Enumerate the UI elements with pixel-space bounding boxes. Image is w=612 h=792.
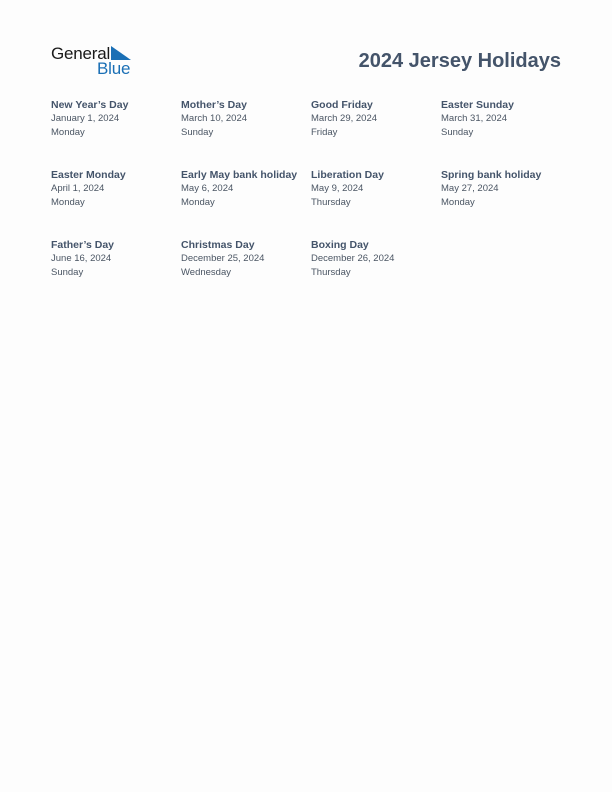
holiday-item (311, 168, 439, 210)
holiday-name: Spring bank holiday (441, 169, 542, 181)
holiday-item (441, 98, 569, 140)
holiday-name: Liberation Day (311, 169, 384, 181)
holiday-item (311, 98, 439, 140)
holiday-item (181, 238, 309, 280)
logo-general-text: General (51, 44, 111, 63)
holiday-weekday: Monday (51, 197, 85, 208)
holiday-item (181, 168, 309, 210)
holiday-name: Easter Monday (51, 169, 126, 181)
holiday-weekday: Thursday (311, 267, 351, 278)
holiday-date: December 25, 2024 (181, 253, 265, 264)
holiday-name: New Year’s Day (51, 99, 129, 111)
holiday-date: May 27, 2024 (441, 183, 499, 194)
holiday-weekday: Sunday (181, 127, 214, 138)
logo (51, 44, 141, 78)
holiday-weekday: Friday (311, 127, 338, 138)
holiday-weekday: Sunday (441, 127, 474, 138)
holiday-name: Mother’s Day (181, 99, 247, 111)
holiday-name: Father’s Day (51, 239, 115, 251)
holiday-item (51, 168, 179, 210)
holiday-weekday: Monday (51, 127, 85, 138)
holiday-date: May 6, 2024 (181, 183, 234, 194)
holiday-date: March 31, 2024 (441, 113, 508, 124)
holiday-date: March 29, 2024 (311, 113, 378, 124)
holiday-weekday: Sunday (51, 267, 84, 278)
holiday-date: April 1, 2024 (51, 183, 105, 194)
holiday-weekday: Thursday (311, 197, 351, 208)
holiday-item (441, 168, 569, 210)
holiday-name: Christmas Day (181, 239, 255, 251)
holiday-item (311, 238, 439, 280)
holiday-weekday: Monday (441, 197, 475, 208)
holiday-item (51, 98, 179, 140)
logo-triangle-icon (111, 46, 131, 60)
holiday-date: January 1, 2024 (51, 113, 120, 124)
holiday-item (51, 238, 179, 280)
page-title: 2024 Jersey Holidays (358, 50, 561, 72)
holiday-date: June 16, 2024 (51, 253, 112, 264)
holiday-date: March 10, 2024 (181, 113, 248, 124)
holiday-name: Boxing Day (311, 239, 369, 251)
holiday-name: Good Friday (311, 99, 373, 111)
logo-blue-text: Blue (97, 59, 131, 78)
holiday-date: December 26, 2024 (311, 253, 395, 264)
holiday-name: Early May bank holiday (181, 169, 298, 181)
holiday-name: Easter Sunday (441, 99, 514, 111)
holiday-weekday: Wednesday (181, 267, 231, 278)
holiday-date: May 9, 2024 (311, 183, 364, 194)
holiday-weekday: Monday (181, 197, 215, 208)
holiday-item (181, 98, 309, 140)
